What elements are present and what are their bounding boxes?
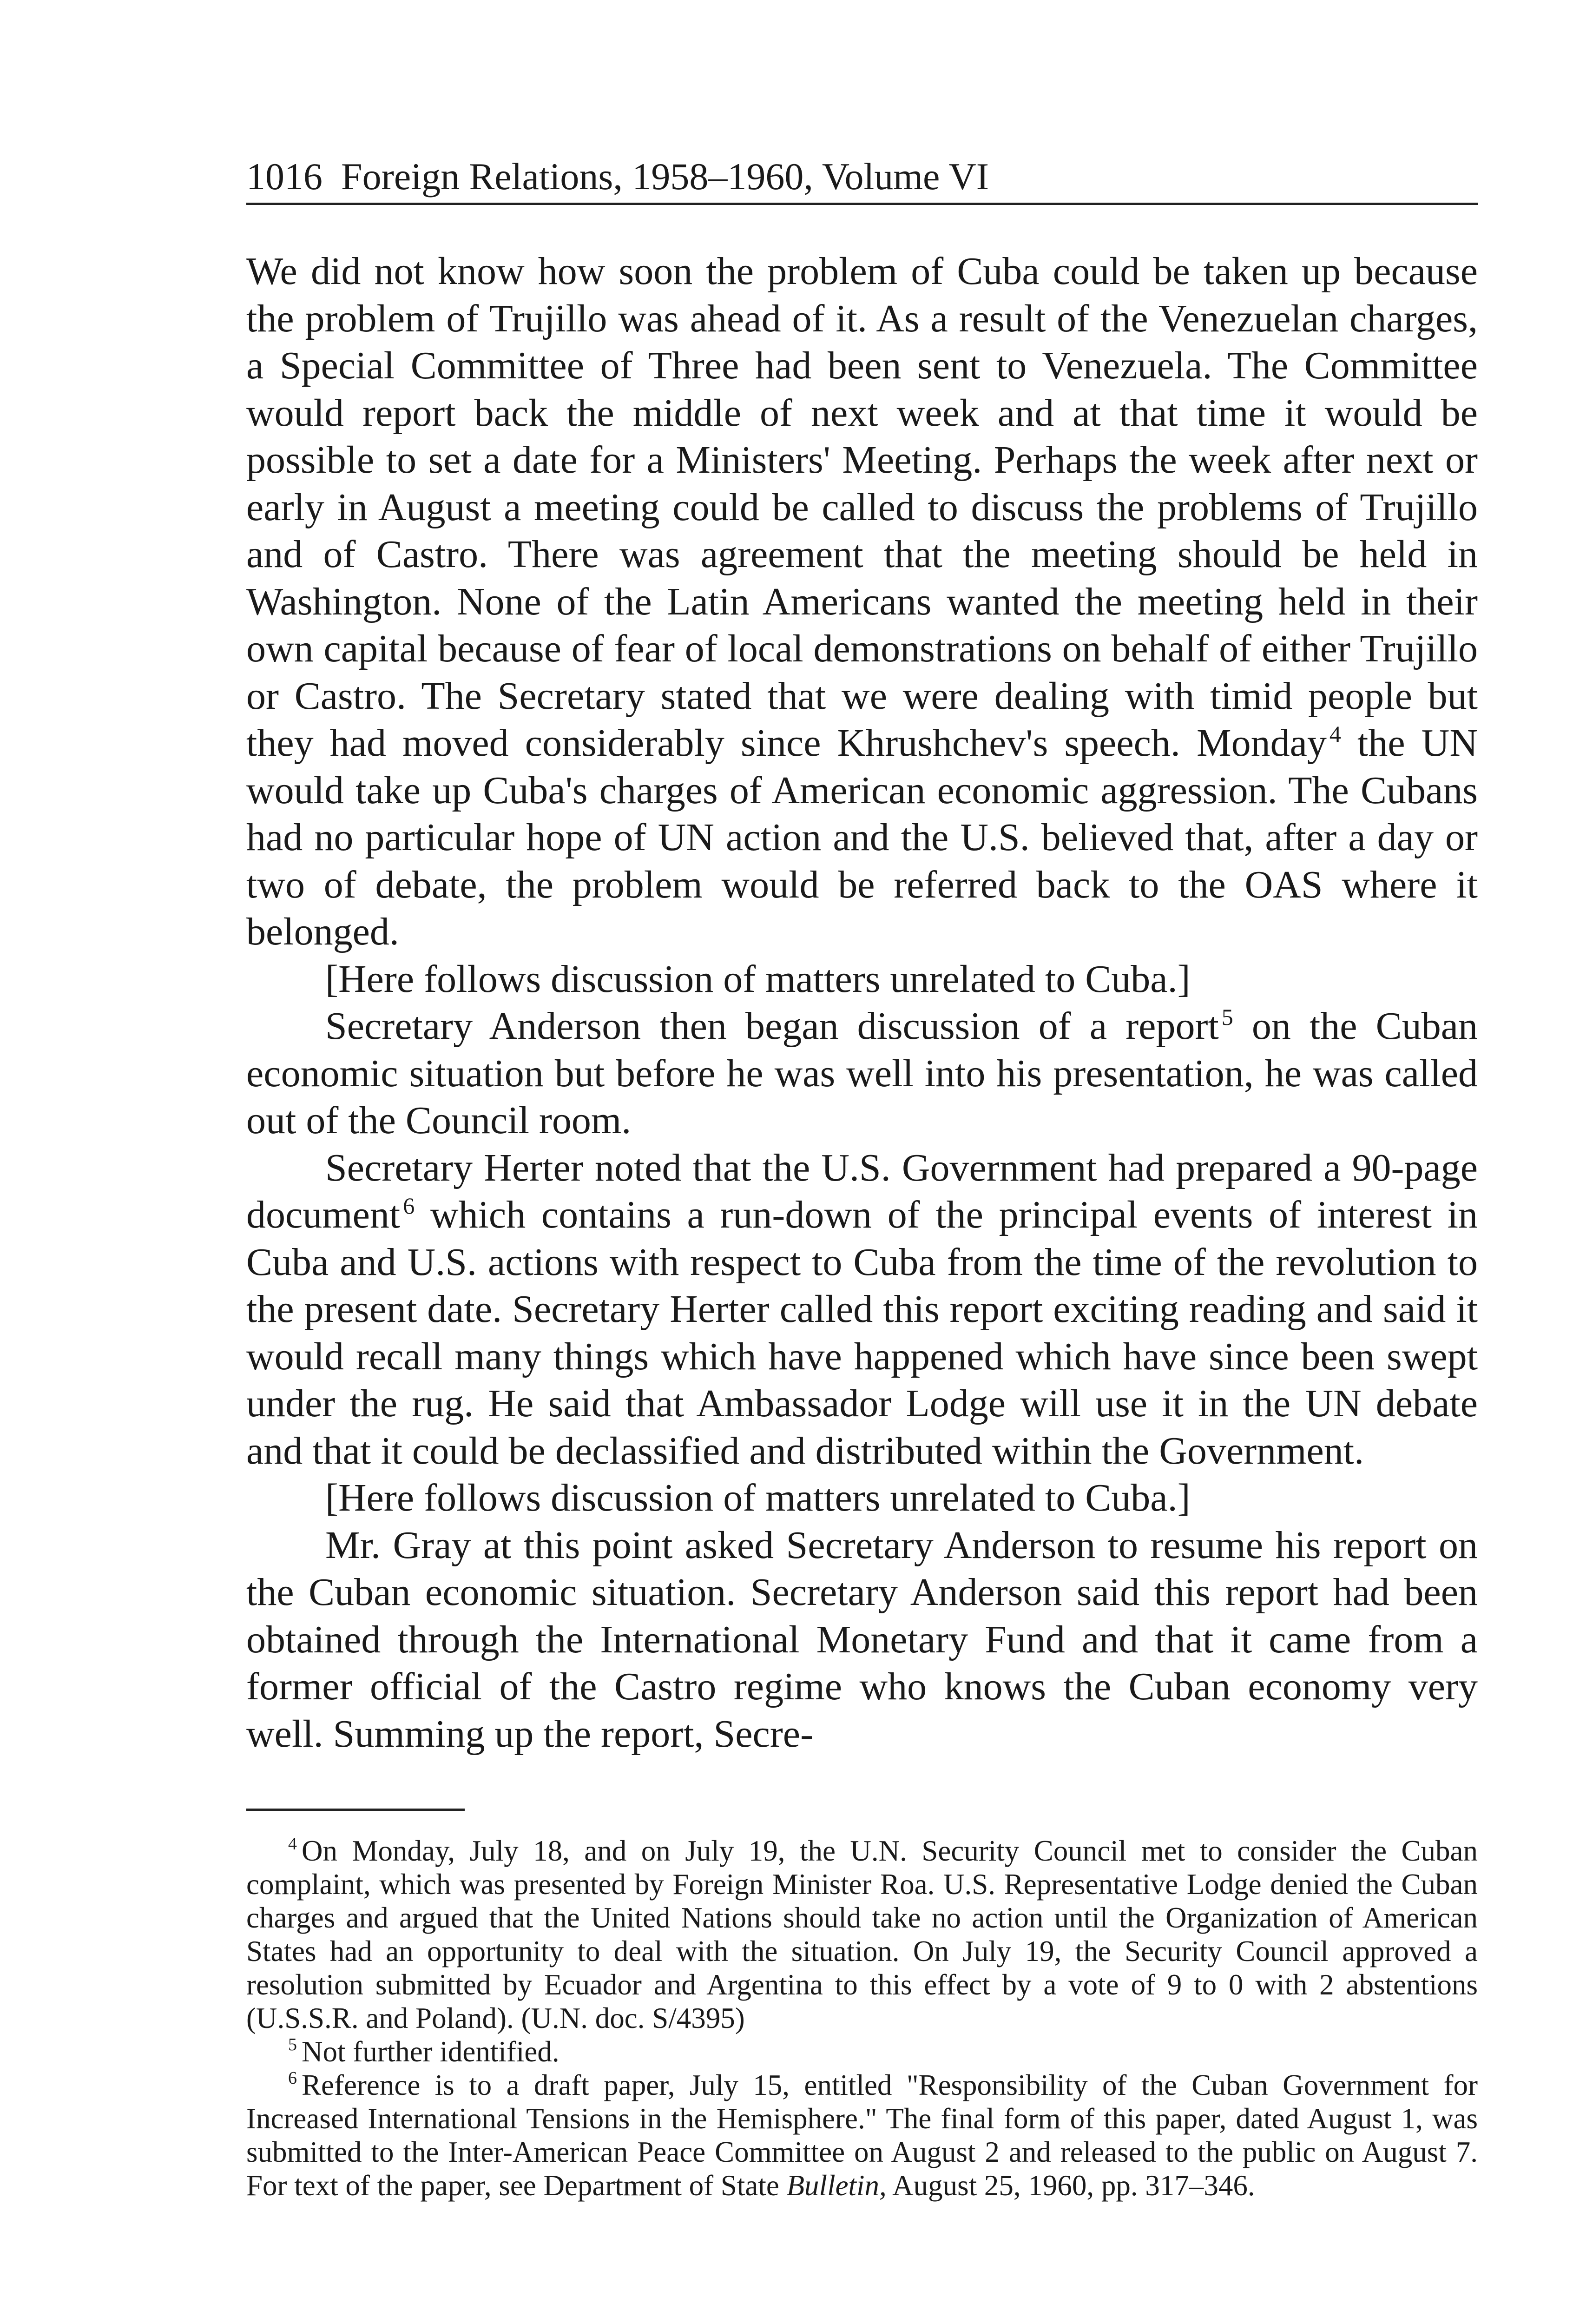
paragraph-2-editorial-note: [Here follows discussion of matters unrelated to Cuba.] (325, 957, 1191, 1001)
footnotes (246, 1834, 1478, 2202)
footnote-divider (246, 1809, 465, 1811)
footnote-number-4: 4 (288, 1834, 297, 1854)
volume-title: Foreign Relations, 1958–1960, Volume VI (341, 155, 989, 198)
body-text (246, 248, 1478, 1757)
footnote-4: $^4$ On Monday, July 18, and on July 19, the U.N. Security Council met to consider the Cuban complaint, which was presented by Foreign Minister Roa. U.S. Representative Lodge denied the Cuban charges and argued that the United Nations should take no action until the Organization of American States had an opportunity to deal with the situation. On July 19, the Security Council approved a resolution submitted by Ecuador and Argentina to this effect by a vote of 9 to 0 with 2 abstentions (U.S.S.R. and Poland). (U.N. doc. S/4395) (246, 1834, 1478, 2034)
paragraph-3: Secretary Anderson then began discussion of a report $^5$ on the Cuban economic situation but before he was well into his presentation, he was called out of the Council room. (246, 1004, 1478, 1142)
document-page (246, 153, 1478, 2202)
paragraph-1: We did not know how soon the problem of Cuba could be taken up because the problem of Trujillo was ahead of it. As a result of the Venezuelan charges, a Special Committee of Three had been sent to Venezuela. The Committee would report back the middle of next week and at that time it would be possible to set a date for a Ministers' Meeting. Perhaps the week after next or early in August a meeting could be called to discuss the problems of Trujillo and of Castro. There was agreement that the meeting should be held in Washington. None of the Latin Americans wanted the meeting held in their own capital because of fear of local demonstrations on behalf of either Trujillo or Castro. The Secretary stated that we were dealing with timid people but they had moved considerably since Khrushchev's speech. Monday $^4$ the UN would take up Cuba's charges of American economic aggression. The Cubans had no particular hope of UN action and the U.S. believed that, after a day or two of debate, the problem would be referred back to the OAS where it belonged. (246, 250, 1478, 953)
paragraph-4: Secretary Herter noted that the U.S. Government had prepared a 90-page document $^6$ which contains a run-down of the principal events of interest in Cuba and U.S. actions with respect to Cuba from the time of the revolution to the present date. Secretary Herter called this report exciting reading and said it would recall many things which have happened which have since been swept under the rug. He said that Ambassador Lodge will use it in the UN debate and that it could be declassified and distributed within the Government. (246, 1146, 1478, 1472)
running-header (246, 153, 1478, 205)
publication-title: Bulletin, (786, 2169, 887, 2202)
footnote-5: $^5$ Not further identified. (288, 2035, 559, 2068)
footnote-number-6: 6 (288, 2068, 297, 2088)
footnote-ref-5[interactable]: 5 (1221, 1004, 1233, 1030)
footnote-6: $^6$ Reference is to a draft paper, July 15, entitled "Responsibility of the Cuban Government for Increased International Tensions in the Hemisphere." The final form of this paper, dated August 1, was submitted to the Inter-American Peace Committee on August 2 and released to the public on August 7. For text of the paper, see Department of State Bulletin, August 25, 1960, pp. 317–346. (246, 2068, 1478, 2202)
footnote-ref-6[interactable]: 6 (403, 1193, 415, 1219)
paragraph-5-editorial-note: [Here follows discussion of matters unrelated to Cuba.] (325, 1476, 1191, 1519)
page-number: 1016 (246, 155, 322, 198)
paragraph-6: Mr. Gray at this point asked Secretary Anderson to resume his report on the Cuban economic situation. Secretary Anderson said this report had been obtained through the International Monetary Fund and that it came from a former official of the Castro regime who knows the Cuban economy very well. Summing up the report, Secre- (246, 1523, 1478, 1756)
footnote-ref-4[interactable]: 4 (1329, 721, 1341, 747)
footnote-number-5: 5 (288, 2035, 297, 2054)
